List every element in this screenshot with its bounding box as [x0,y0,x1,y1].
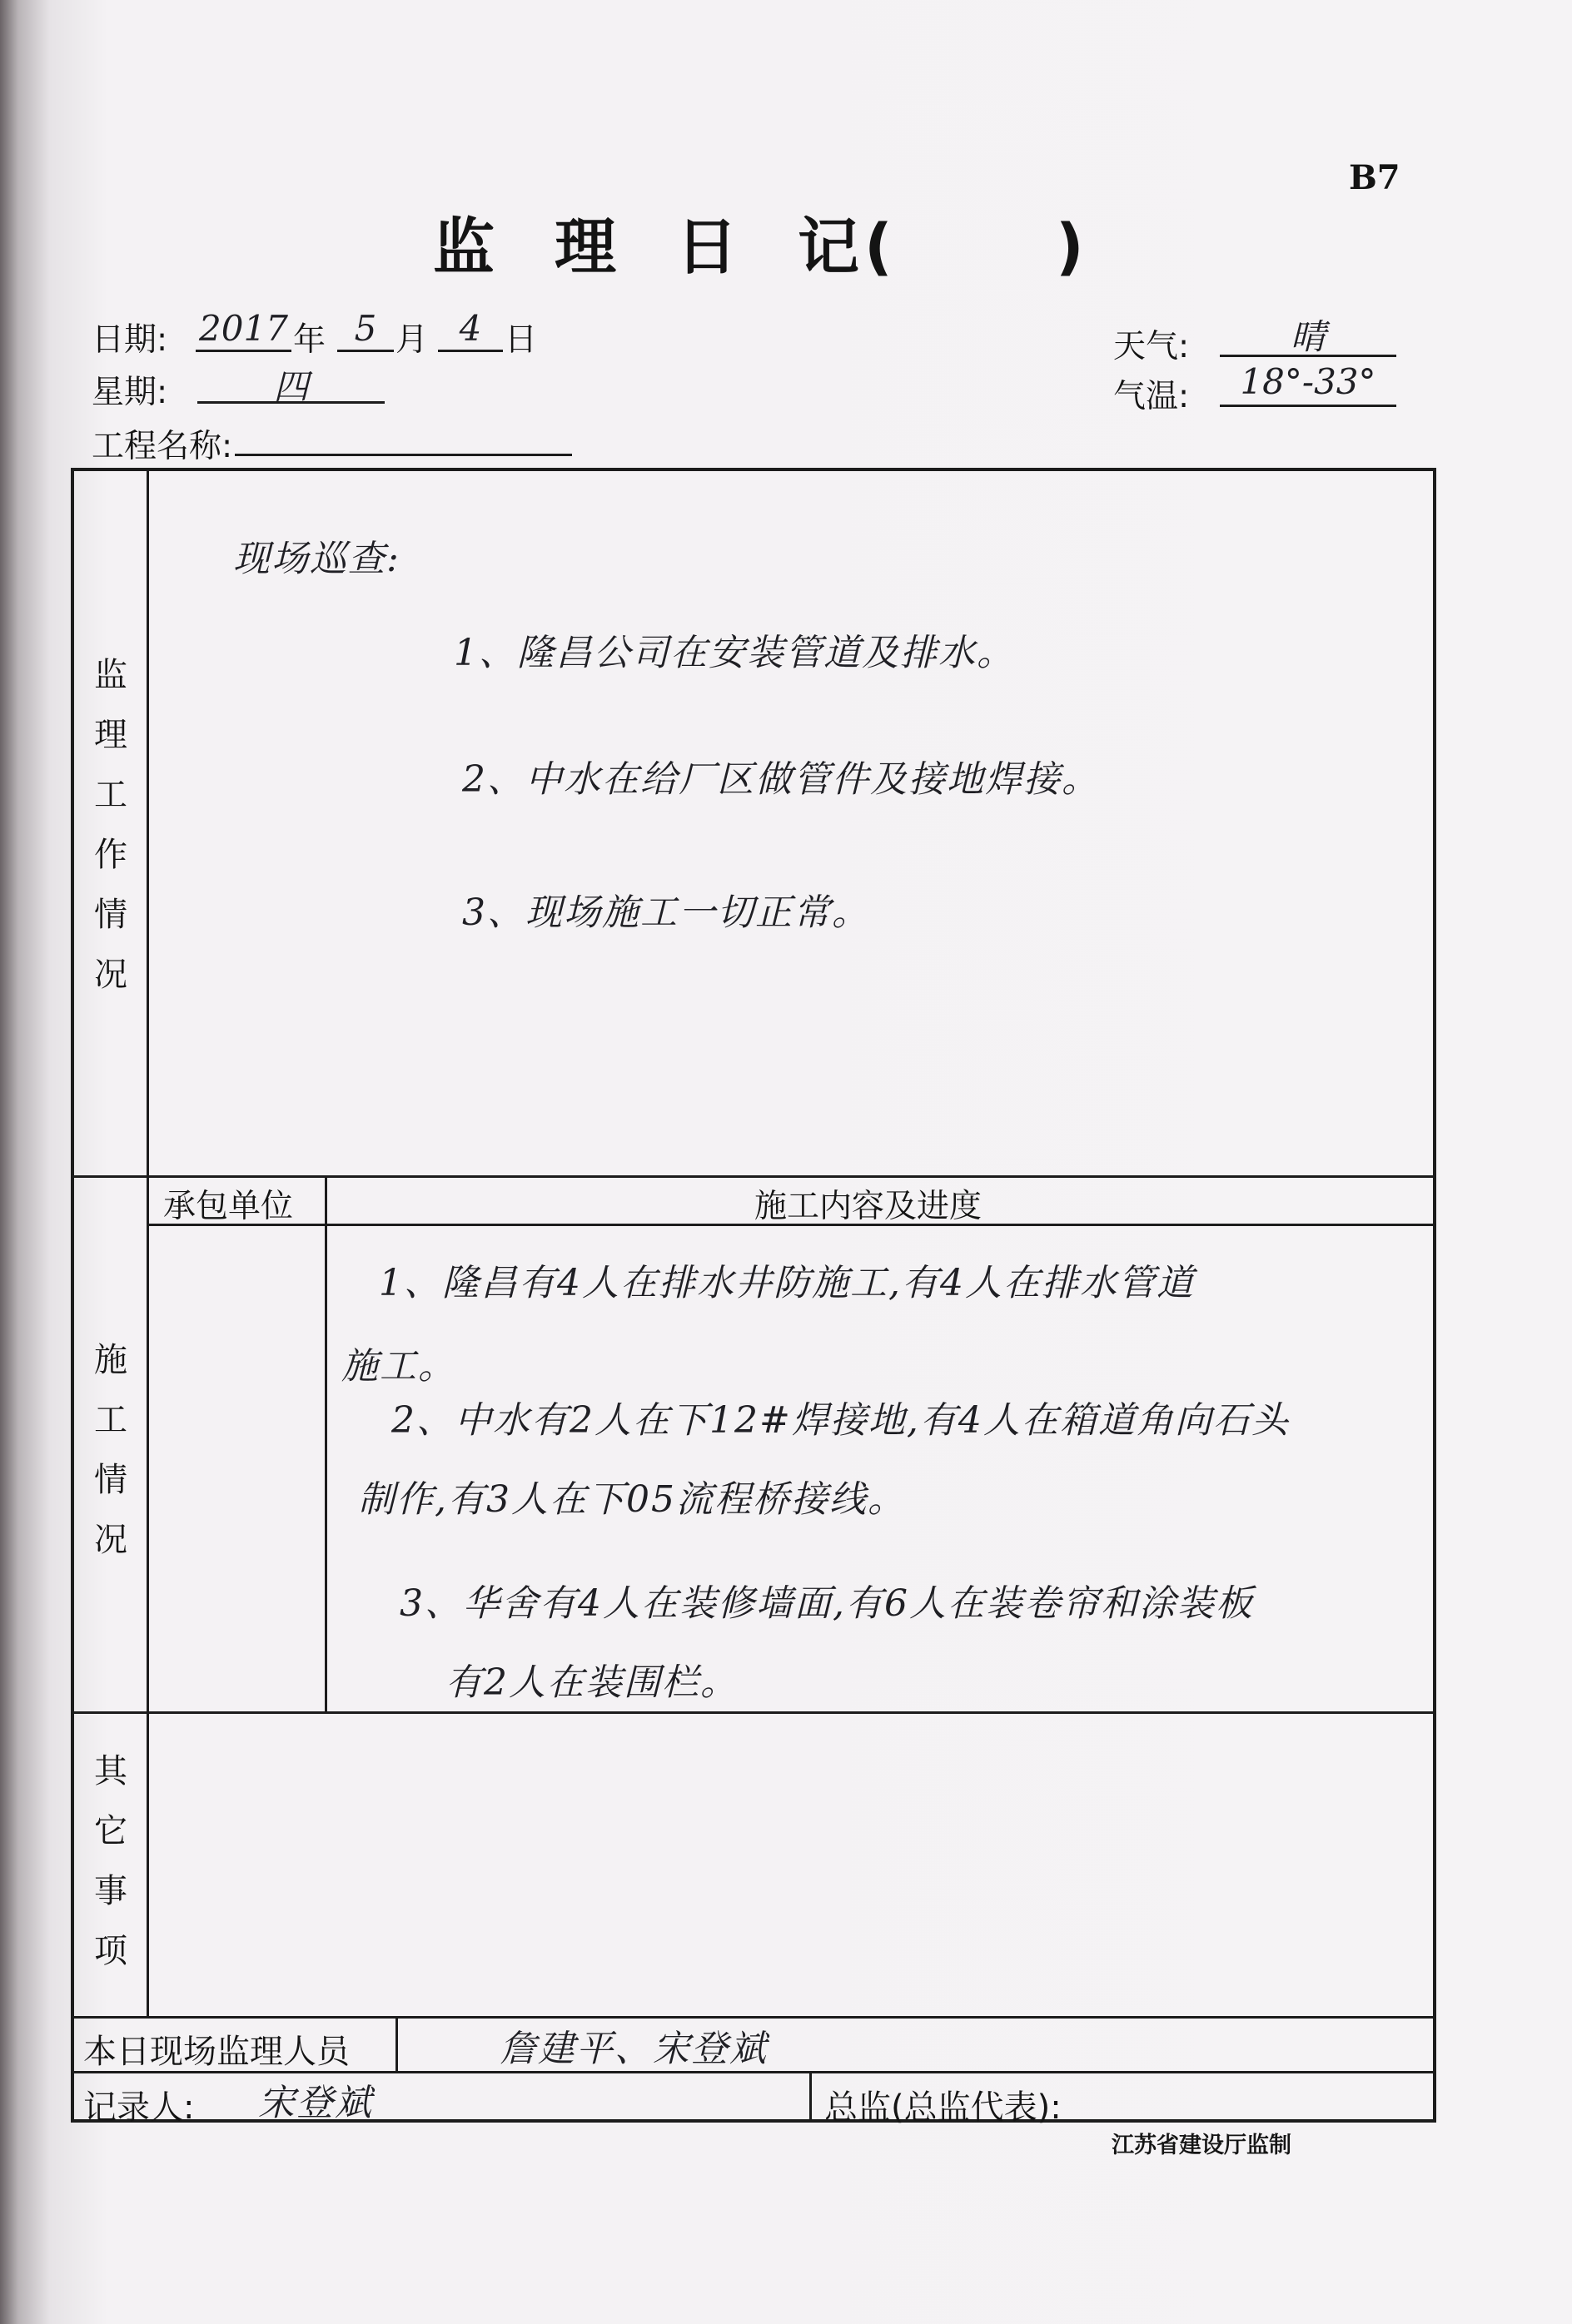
project-name-underline [235,454,572,456]
chief-supervisor-label: 总监(总监代表): [824,2088,1062,2127]
day-underline [438,350,503,352]
label-char: 其 [94,1752,127,1790]
label-char: 它 [94,1812,127,1850]
label-column-divider [147,469,149,2016]
year-underline [196,350,291,352]
contractor-column-header: 承包单位 [163,1188,294,1225]
label-char: 况 [94,1521,127,1559]
supervision-line: 现场巡查: [233,538,400,580]
construction-line: 3、华舍有4人在装修墙面,有6人在装卷帘和涂装板 [400,1582,1254,1625]
supervision-line: 2、中水在给厂区做管件及接地焊接。 [462,758,1100,801]
supervision-line: 1、隆昌公司在安装管道及排水。 [454,632,1015,674]
supervision-line: 3、现场施工一切正常。 [462,891,870,934]
label-char: 情 [94,1461,127,1499]
form-code: B7 [1349,158,1400,197]
label-char: 项 [94,1932,127,1970]
section-divider-other [72,1711,1435,1714]
printer-mark: 江苏省建设厅监制 [1112,2133,1291,2158]
recorder-chief-divider [809,2071,812,2123]
title-char: 监 [433,211,500,283]
title-char: 日 [676,211,743,283]
month-value: 5 [354,308,377,349]
page-title [433,198,1089,286]
contractor-column-divider [325,1175,327,1712]
project-name-label: 工程名称: [92,428,233,465]
month-unit: 月 [395,321,429,359]
year-value: 2017 [199,308,288,349]
label-char: 理 [94,716,127,754]
title-char: 记( [798,211,898,283]
recorder-label: 记录人: [83,2088,195,2127]
month-underline [337,350,394,352]
temperature-label: 气温: [1113,378,1190,415]
day-unit: 日 [505,321,538,359]
weather-label: 天气: [1113,328,1190,365]
label-char: 况 [94,956,127,994]
construction-label [83,1330,138,1570]
label-char: 情 [94,896,127,934]
staff-label: 本日现场监理人员 [83,2033,350,2071]
label-char: 作 [94,836,127,874]
year-unit: 年 [293,321,326,359]
title-char: 理 [555,211,621,283]
label-char: 事 [94,1872,127,1910]
other-items-label [83,1741,138,1981]
section-divider-construction [72,1175,1435,1178]
construction-line: 制作,有3人在下05流程桥接线。 [358,1478,906,1521]
title-close-paren: ) [1055,211,1089,283]
weekday-value: 四 [273,366,309,407]
day-value: 4 [459,308,482,349]
construction-line: 1、隆昌有4人在排水井防施工,有4人在排水管道 [379,1262,1195,1304]
date-label: 日期: [92,321,168,359]
label-char: 施 [94,1341,127,1379]
temperature-underline [1220,405,1396,407]
content-column-header: 施工内容及进度 [754,1188,982,1225]
construction-line: 2、中水有2人在下12#焊接地,有4人在箱道角向石头 [391,1399,1290,1442]
weather-value: 晴 [1290,316,1326,357]
staff-value: 詹建平、宋登斌 [500,2028,768,2070]
construction-line: 施工。 [341,1345,456,1388]
weekday-label: 星期: [92,374,168,411]
staff-label-divider [395,2016,398,2071]
construction-line: 有2人在装围栏。 [445,1661,739,1704]
label-char: 工 [94,1401,127,1439]
recorder-value: 宋登斌 [258,2082,373,2124]
label-char: 监 [94,656,127,694]
supervision-work-label [83,645,138,1005]
label-char: 工 [94,776,127,814]
temperature-value: 18°-33° [1240,361,1376,402]
